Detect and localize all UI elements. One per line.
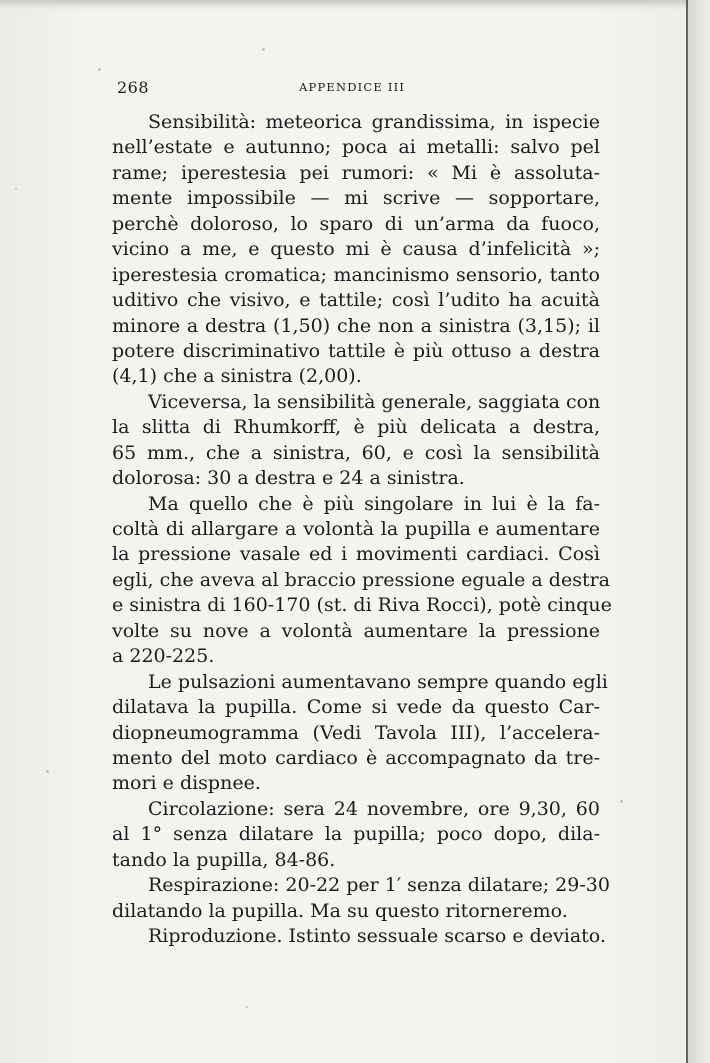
binding-edge [686, 0, 688, 1063]
text-line: dilatava la pupilla. Come si vede da questo Car- [112, 696, 600, 719]
text-line: coltà di allargare a volontà la pupilla e aumentare [112, 518, 600, 540]
text-line: diopneumogramma (Vedi Tavola III), l’accelera- [112, 721, 600, 744]
text-line: rame; iperestesia pei rumori: « Mi è assoluta- [112, 161, 600, 184]
text-line: Sensibilità: meteorica grandissima, in ispecie [148, 111, 600, 133]
body-text [112, 110, 612, 949]
foxing-spot [98, 68, 101, 71]
text-line: la pressione vasale ed i movimenti cardiaci. Così [112, 543, 600, 566]
text-line: a 220-225. [112, 645, 215, 668]
text-line: Viceversa, la sensibilità generale, saggiata con [148, 390, 601, 413]
text-line: tando la pupilla, 84-86. [112, 848, 336, 871]
text-line: perchè doloroso, lo sparo di un’arma da fuoco, [112, 212, 600, 235]
foxing-spot [262, 48, 265, 51]
text-line: Riproduzione. Istinto sessuale scarso e deviato. [148, 925, 606, 947]
text-line: minore a destra (1,50) che non a sinistra (3,15); il [112, 314, 600, 337]
text-line: e sinistra di 160-170 (st. di Riva Rocci), potè cinque [112, 594, 612, 617]
foxing-spot [46, 770, 49, 773]
page-header [117, 78, 597, 102]
foxing-spot [246, 1006, 248, 1008]
text-line: la slitta di Rhumkorff, è più delicata a destra, [112, 416, 600, 439]
text-line: 65 mm., che a sinistra, 60, e così la sensibilità [112, 441, 600, 464]
running-head: APPENDICE III [299, 80, 406, 94]
text-line: mento del moto cardiaco è accompagnato da tre- [112, 746, 600, 769]
text-line: uditivo che visivo, e tattile; così l’udito ha acuità [112, 289, 600, 312]
text-line: Ma quello che è più singolare in lui è la fa- [148, 492, 600, 515]
page-top-edge [0, 0, 710, 10]
text-line: nell’estate e autunno; poca ai metalli: salvo pel [112, 136, 600, 159]
text-line: Circolazione: sera 24 novembre, ore 9,30, 60 [148, 797, 600, 820]
text-line: Le pulsazioni aumentavano sempre quando egli [148, 670, 608, 693]
text-line: egli, che aveva al braccio pressione eguale a destra [112, 568, 610, 591]
foxing-spot [620, 800, 623, 803]
text-line: mente impossibile — mi scrive — sopportare, [112, 187, 600, 210]
foxing-spot [15, 188, 17, 190]
text-line: iperestesia cromatica; mancinismo sensorio, tanto [112, 263, 600, 286]
text-line: dolorosa: 30 a destra e 24 a sinistra. [112, 467, 465, 490]
page-number: 268 [117, 78, 150, 97]
text-line: vicino a me, e questo mi è causa d’infelicità »; [112, 238, 600, 261]
text-line: volte su nove a volontà aumentare la pressione [112, 619, 600, 642]
text-line: Respirazione: 20-22 per 1′ senza dilatare; 29-30 [148, 874, 610, 897]
text-line: dilatando la pupilla. Ma su questo ritorneremo. [112, 899, 568, 922]
text-line: mori e dispnee. [112, 772, 261, 795]
text-line: (4,1) che a sinistra (2,00). [112, 365, 362, 388]
text-line: al 1° senza dilatare la pupilla; poco dopo, dila- [112, 823, 600, 846]
binding-shadow [688, 0, 710, 1063]
text-line: potere discriminativo tattile è più ottuso a destra [112, 339, 600, 362]
